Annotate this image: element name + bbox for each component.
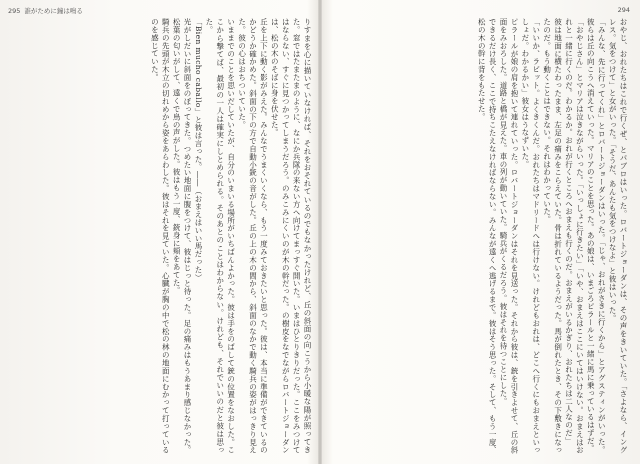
running-title: 誰がために鐘は鳴る (24, 7, 83, 15)
right-page-number: 294 (617, 6, 630, 14)
right-page-body-text: おやじ、おれたちはこれで行くぜ、とパブロはいった。ロバートジョーダンは、その声をきいていた。「さよなら、イングレス。気をつけて」と女がいった。「そうだ、あんたも気をつけなよ」と彼はいった。 「みんな、先に行ってくれ」とロバートジョーダンはいった。「じゃ、おれがさきに行くから」とアグスティンがいった。彼らは丘の向こうへ消えていった。マリアのことを思った。あの娘は、いまごろピラールと一緒に馬に乗っているはずだ。 「おやじさん」とマリアは泣きながらいった。「いっしょに行きたい」「いや、おまえはここにいてはいけない。おまえはおれと一緒に行くのだ。わかるか。おれが行くところへおまえも行くのだ。おまえがいるかぎり、おれたちは二人なのだ」 彼は地面に横たわったまま、左足の痛みをこらえていた。骨は折れているようだった。馬が倒れたとき、その下敷きになったのだ。もう動くことはできない。それはわかっていた。 「いいか、ラビット。よくきくんだ。おれたちはマドリードへは行けない。けれどもおれは、どこへ行くにもおまえといっしょだ。わかるかい」彼女はうなずいた。 ピラールが娘の肩を抱いて連れていった。ロバートジョーダンはそれを見送った。それから彼は、銃を引きよせて、丘の斜面をみおろした。道路と橋が見えた。車の列が動いていた。騎兵がくるだろう。彼はそれを待つことにした。 できるだけ長く、ここで持ちこたえなければならない。みんなが遠くへ逃げるまで。彼はそう思った。そして、もう一度、松の木の幹に背をもたせた。 (477, 18, 628, 454)
left-page-header (8, 6, 83, 15)
left-page-body-text: りすまを心に描いていなければ、それをおそれているのでもなかったけれど、丘の斜面の向こうから小暖な陽が照ってきた。窓ではたまたまのように、なにか兵隊の来ない方へ向けてまっすぐ開いた。いまはひとりきりだった。ここをみつけてはならない、すぐに見つかってしまうだろう。のみこみにくいのが木の幹だった。の樹皮をなでながらロバートジョーダンは、松の木のそばに身を伏せた。 丘を上下に動く影がみえた。みんなでうまくいくなら、もう一度みておきたいと思った。彼は、本当に準備ができているのかどうか確かめた。斜面の下の方で自動小銃の音がした。丘の上の木の間から、斜面のなかで動く騎兵の姿がはっきり見えた。彼の心はおちついていた。 いままでのことを思いだしていたが、自分のいまいる場所がいちばんよかった。彼は手をのばして銃の位置をなおした。ここから撃てば、最初の一人は確実にしとめられる。そのあとのことはわからない。けれども、それでいいのだと彼は思った。 「Bien mucho caballo」と彼は言った。――（おまえはいい馬だった） 光がしだいに斜面をのぼってきた。つめたい地面に腹をつけて、彼はじっと待った。足の痛みはもうあまり感じなかった。松葉の匂いがして、遠くで鳥の声がした。彼はもう一度、銃身に頬をあてた。 騎兵の先頭が木立の切れめから姿をあらわした。彼はそれを見ていた。心臓が胸の中で松の林の地面にむかって打っているのを感じていた。 (150, 18, 312, 454)
right-page (320, 0, 640, 464)
left-page-number: 295 (8, 7, 21, 15)
right-page-header (618, 6, 630, 14)
